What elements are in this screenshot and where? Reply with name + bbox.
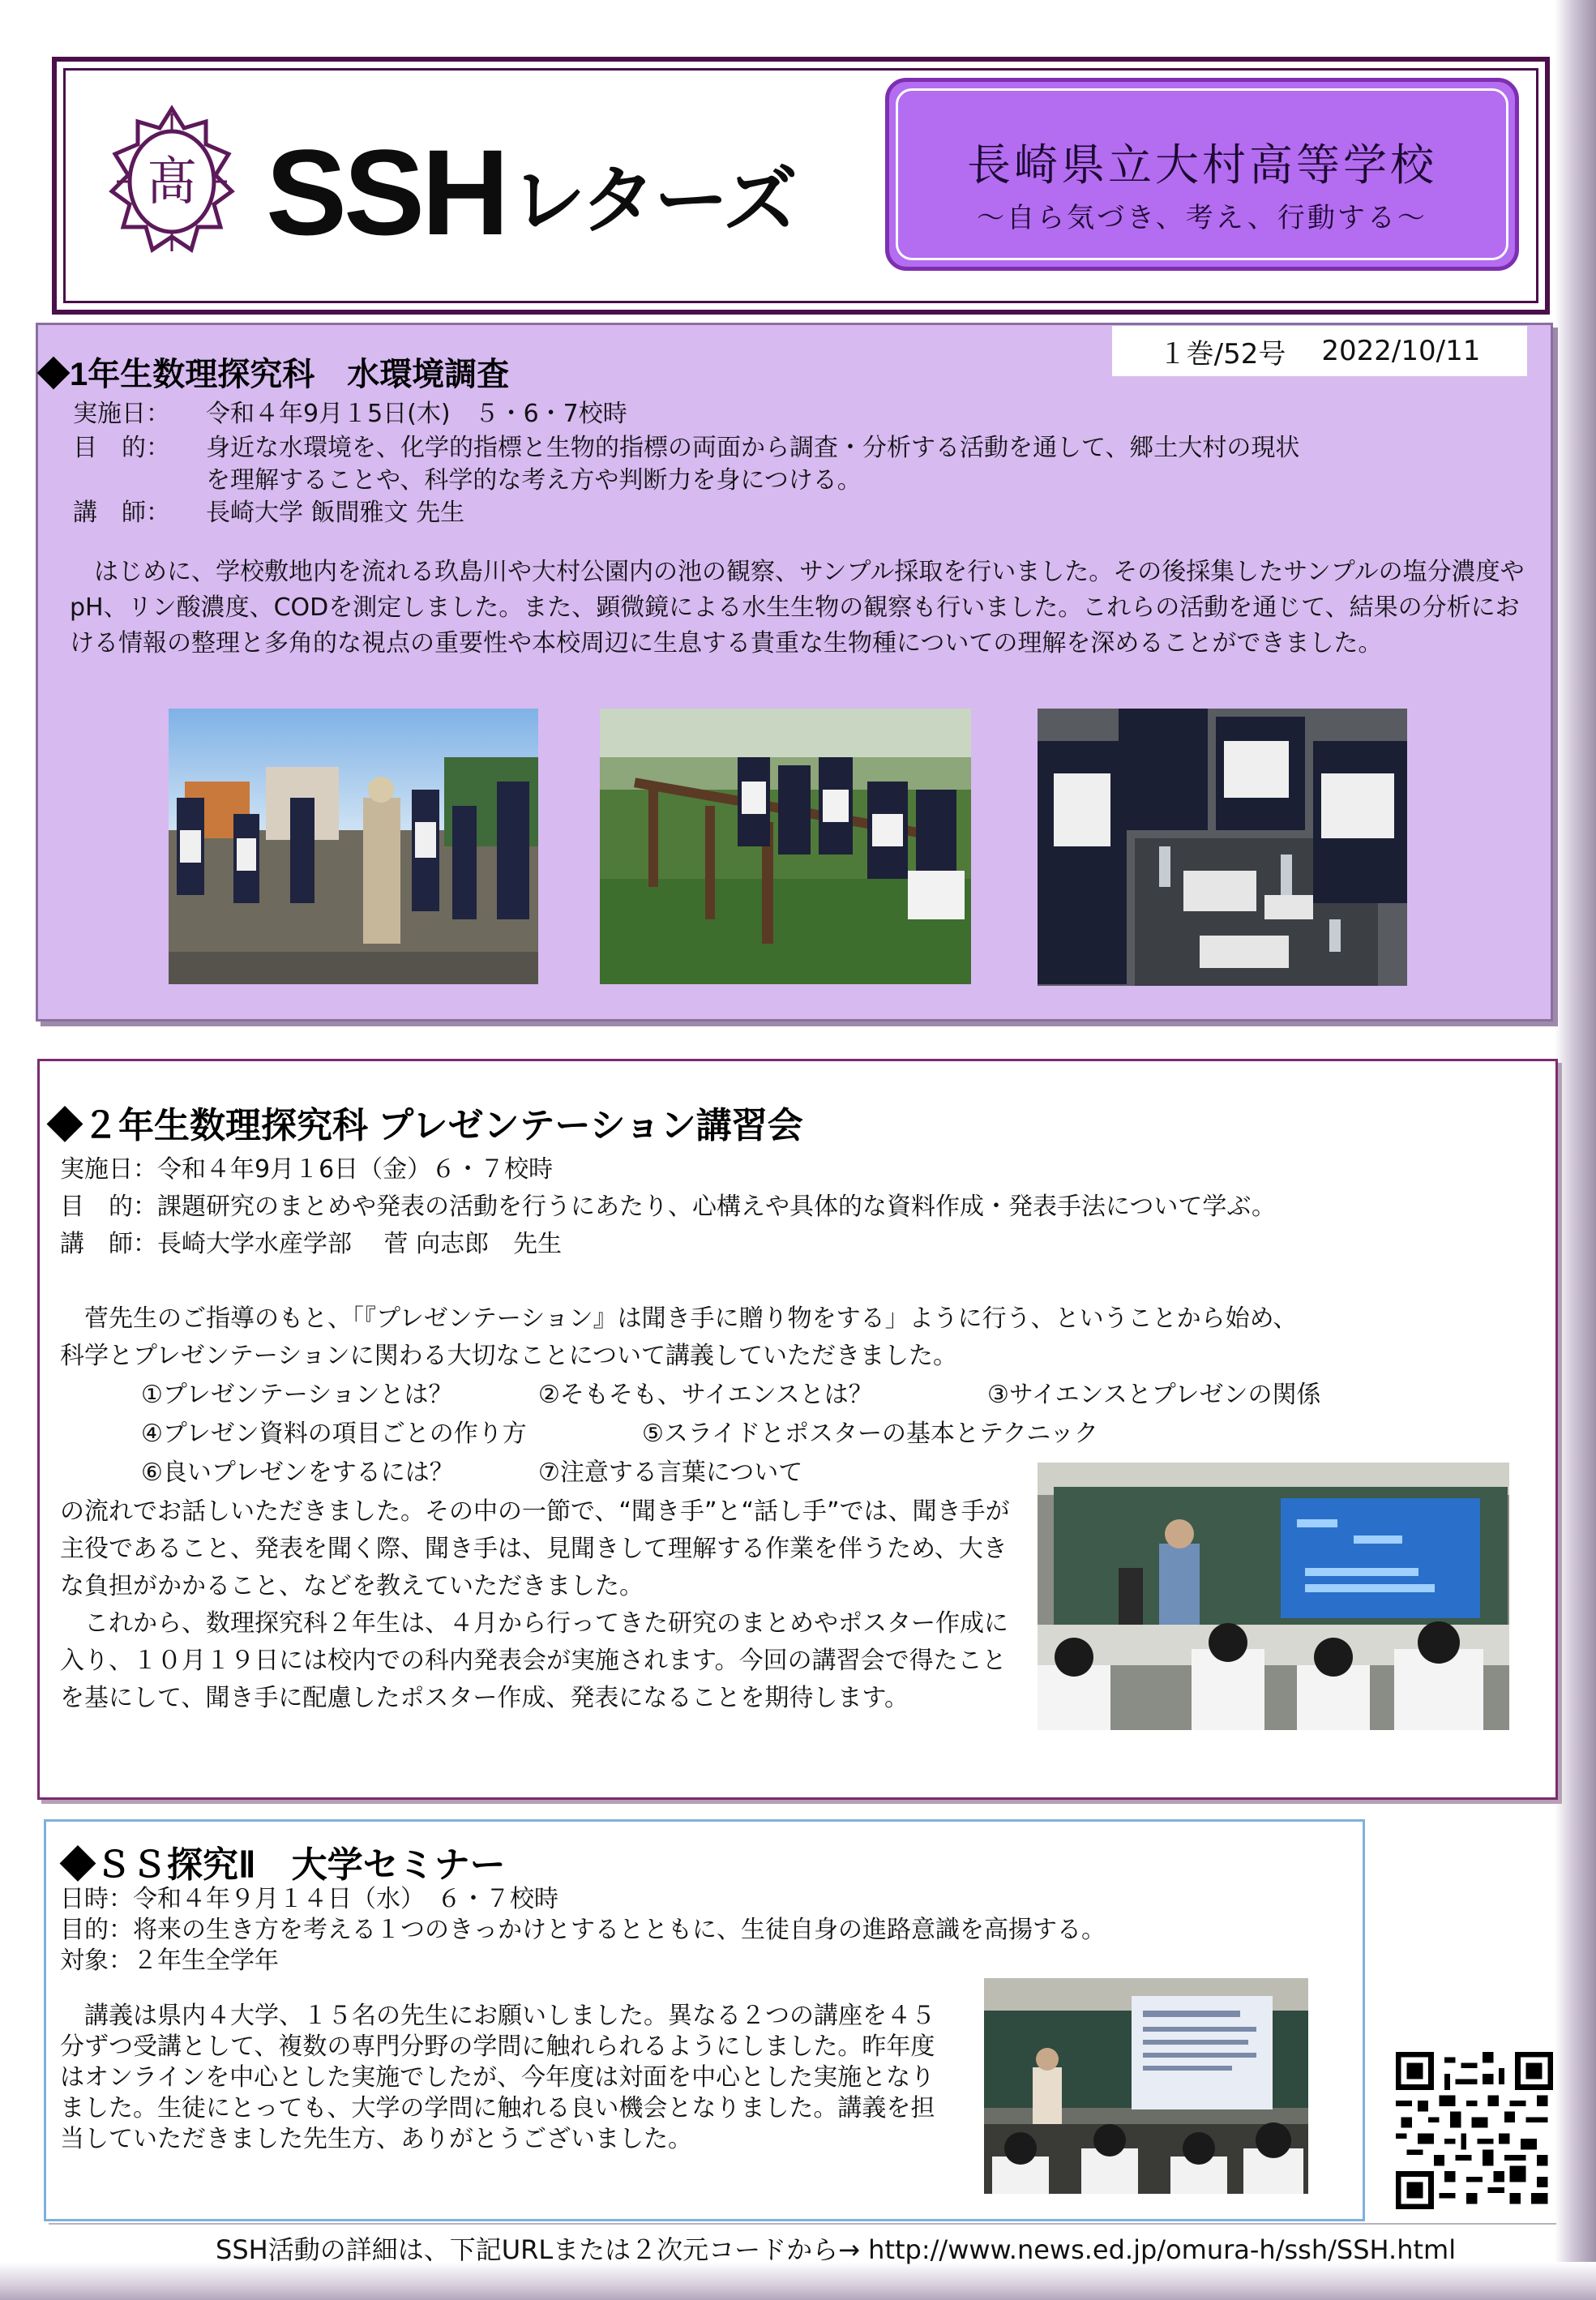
section1-purpose-label: 目 的： bbox=[73, 434, 170, 462]
footer-url-text[interactable]: SSH活動の詳細は、下記URLまたは２次元コードから→ http://www.news.ed.jp/omura-h/ssh/SSH.html bbox=[216, 2234, 1457, 2265]
photo-pond-sampling bbox=[169, 709, 538, 984]
section3-purpose-line: 目的：将来の生き方を考える１つのきっかけとするとともに、生徒自身の進路意識を高揚する。 bbox=[60, 1916, 1106, 1944]
section1-date-label: 実施日： bbox=[73, 400, 170, 428]
issue-number: １巻/52号 bbox=[1158, 337, 1286, 370]
school-crest-icon bbox=[107, 104, 237, 262]
page-bottom-shadow bbox=[0, 2262, 1596, 2300]
section1-lecturer-label: 講 師： bbox=[73, 499, 170, 527]
section1-purpose-line2: を理解することや、科学的な考え方や判断力を身につける。 bbox=[206, 466, 862, 495]
topic-item: ④プレゼン資料の項目ごとの作り方 bbox=[141, 1420, 527, 1448]
section3-body: 講義は県内４大学、１５名の先生にお願いしました。異なる２つの講座を４５分ずつ受講として、複数の専門分野の学問に触れられるようにしました。昨年度はオンラインを中心とした実施でしたが、今年度は対面を中心とした実施となりました。生徒にとっても、大学の学問に触れる良い機会となりました。講義を担当していただきました先生方、ありがとうございました。 bbox=[60, 2002, 935, 2153]
issue-info bbox=[1112, 326, 1527, 376]
section3-target-line: 対象：２年生全学年 bbox=[60, 1947, 279, 1975]
school-name: 長崎県立大村高等学校 bbox=[967, 139, 1437, 191]
section1-date-row bbox=[73, 397, 627, 431]
section2-title: ◆２年生数理探究科 プレゼンテーション講習会 bbox=[47, 1106, 803, 1146]
topic-item: ⑤スライドとポスターの基本とテクニック bbox=[642, 1420, 1098, 1448]
school-motto: ～自ら気づき、考え、行動する～ bbox=[977, 202, 1427, 234]
photo-river-observation bbox=[600, 709, 971, 984]
section2-intro-line1: 菅先生のご指導のもと、「『プレゼンテーション』は聞き手に贈り物をする」ように行う、ということから始め、 bbox=[60, 1304, 1298, 1333]
title-letters: レターズ bbox=[511, 160, 797, 242]
section1-lecturer-value: 長崎大学 飯間雅文 先生 bbox=[206, 499, 465, 527]
topic-item: ①プレゼンテーションとは？ bbox=[141, 1381, 453, 1409]
section2-date-line: 実施日：令和４年9月１6日（金）６・７校時 bbox=[60, 1155, 554, 1184]
svg-text:髙: 髙 bbox=[146, 152, 198, 212]
footer-divider bbox=[49, 2223, 1556, 2225]
section1-purpose-line1: 身近な水環境を、化学的指標と生物的指標の両面から調査・分析する活動を通して、郷土大村の現状 bbox=[206, 434, 1300, 462]
topic-item: ⑥良いプレゼンをするには？ bbox=[141, 1458, 454, 1487]
newsletter-title bbox=[266, 115, 797, 260]
topic-item: ⑦注意する言葉について bbox=[538, 1458, 803, 1487]
section3-title: ◆ＳＳ探究Ⅱ 大学セミナー bbox=[60, 1845, 506, 1885]
section2-para2: これから、数理探究科２年生は、４月から行ってきた研究のまとめやポスター作成に入り、１０月１９日には校内での科内発表会が実施されます。今回の講習会で得たことを基にして、聞き手に配慮したポスター作成、発表になることを期待します。 bbox=[60, 1609, 1008, 1712]
section1-purpose-row bbox=[73, 431, 1299, 465]
section2-intro-line2: 科学とプレゼンテーションに関わる大切なことについて講義していただきました。 bbox=[60, 1342, 957, 1370]
topic-item: ②そもそも、サイエンスとは？ bbox=[538, 1381, 873, 1409]
section2-para1: の流れでお話しいただきました。その中の一節で、“聞き手”と“話し手”では、聞き手が主役であること、発表を聞く際、聞き手は、見聞きして理解する作業を伴うため、大きな負担がかかること、などを教えていただきました。 bbox=[60, 1497, 1010, 1600]
section3-date-line: 日時：令和４年９月１４日（水） ６・７校時 bbox=[60, 1885, 558, 1913]
section2-purpose-line: 目 的：課題研究のまとめや発表の活動を行うにあたり、心構えや具体的な資料作成・発表手法について学ぶ。 bbox=[60, 1193, 1276, 1221]
title-ssh: SSH bbox=[266, 124, 507, 260]
qr-code-icon[interactable] bbox=[1396, 2051, 1553, 2210]
topic-item: ③サイエンスとプレゼンの関係 bbox=[987, 1381, 1321, 1409]
school-name-box bbox=[885, 78, 1519, 271]
section1-lecturer-row bbox=[73, 496, 464, 530]
section1-title: ◆1年生数理探究科 水環境調査 bbox=[37, 357, 510, 392]
page-edge-shadow bbox=[1555, 0, 1596, 2300]
issue-date: 2022/10/11 bbox=[1321, 335, 1481, 367]
photo-lab-measurement bbox=[1038, 709, 1407, 986]
newsletter-header bbox=[52, 57, 1550, 315]
section1-date-value: 令和４年9月１5日(木) ５・6・7校時 bbox=[206, 400, 627, 428]
photo-university-seminar bbox=[984, 1978, 1308, 2194]
section2-lecturer-line: 講 師：長崎大学水産学部 菅 向志郎 先生 bbox=[60, 1230, 563, 1258]
photo-presentation-lecture bbox=[1038, 1463, 1509, 1730]
section1-body: はじめに、学校敷地内を流れる玖島川や大村公園内の池の観察、サンプル採取を行いました。その後採集したサンプルの塩分濃度やpH、リン酸濃度、CODを測定しました。また、顕微鏡による水生生物の観察も行いました。これらの活動を通じて、結果の分析における情報の整理と多角的な視点の重要性や本校周辺に生息する貴重な生物種についての理解を深めることができました。 bbox=[70, 558, 1525, 657]
